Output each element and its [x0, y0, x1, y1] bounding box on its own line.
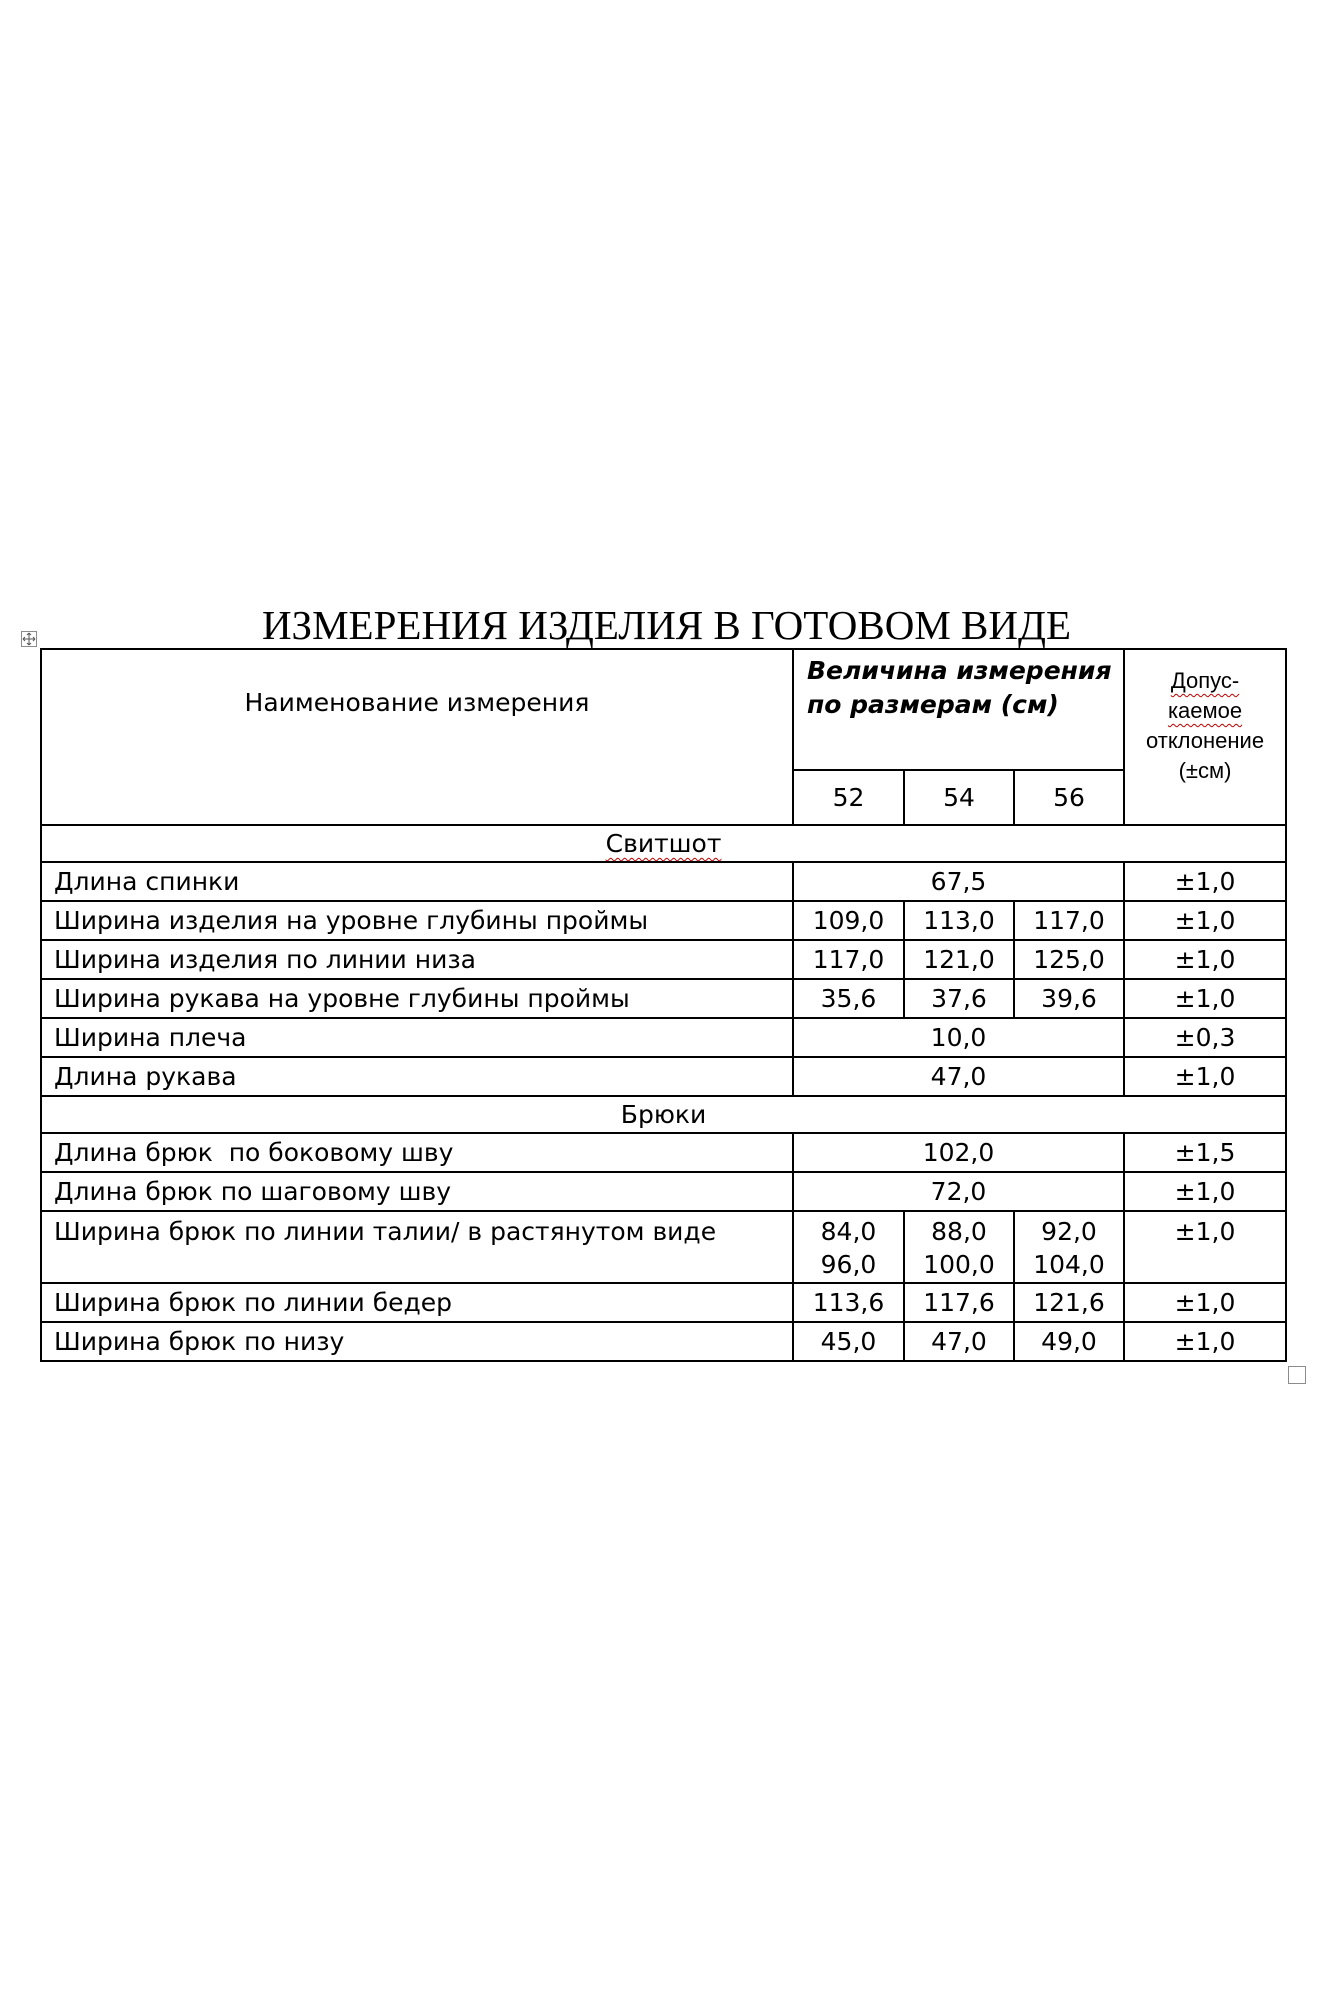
- size-56-header: 56: [1014, 770, 1124, 825]
- tolerance-header-line3: отклонение: [1145, 728, 1265, 753]
- tolerance-value: ±0,3: [1124, 1018, 1286, 1057]
- measurement-value: 10,0: [793, 1018, 1124, 1057]
- value-size-56: 125,0: [1014, 940, 1124, 979]
- measurement-name: Длина брюк по шаговому шву: [41, 1172, 793, 1211]
- tolerance-value: ±1,0: [1124, 979, 1286, 1018]
- value-size-52: 45,0: [793, 1322, 904, 1361]
- value-size-54: 113,0: [904, 901, 1014, 940]
- tolerance-value: ±1,0: [1124, 1211, 1286, 1283]
- tolerance-header-line1: Допус-: [1170, 668, 1240, 693]
- table-row: [41, 862, 1286, 901]
- value-size-54: 47,0: [904, 1322, 1014, 1361]
- value-size-56: 121,6: [1014, 1283, 1124, 1322]
- tolerance-value: ±1,0: [1124, 862, 1286, 901]
- measurements-table: [40, 648, 1287, 1362]
- tolerance-value: ±1,0: [1124, 1057, 1286, 1096]
- sizes-group-header: Величина измерения по размерам (см): [793, 649, 1124, 770]
- document-title: ИЗМЕРЕНИЯ ИЗДЕЛИЯ В ГОТОВОМ ВИДЕ: [261, 602, 1072, 648]
- measurement-value: 72,0: [793, 1172, 1124, 1211]
- table-move-handle-icon[interactable]: [21, 631, 37, 647]
- value-size-56: 117,0: [1014, 901, 1124, 940]
- measurement-name: Ширина брюк по линии бедер: [41, 1283, 793, 1322]
- value-size-54: 121,0: [904, 940, 1014, 979]
- tolerance-header-line2: каемое: [1167, 698, 1243, 723]
- measurement-value: 47,0: [793, 1057, 1124, 1096]
- table-resize-handle-icon[interactable]: [1288, 1366, 1306, 1384]
- value-size-54: 117,6: [904, 1283, 1014, 1322]
- measurement-name: Ширина брюк по низу: [41, 1322, 793, 1361]
- table-row: [41, 940, 1286, 979]
- value-relaxed: 88,0: [931, 1217, 987, 1246]
- measurement-name: Длина рукава: [41, 1057, 793, 1096]
- measurement-value: 102,0: [793, 1133, 1124, 1172]
- value-size-52: [793, 1211, 904, 1283]
- value-size-52: 113,6: [793, 1283, 904, 1322]
- tolerance-value: ±1,5: [1124, 1133, 1286, 1172]
- value-size-52: 35,6: [793, 979, 904, 1018]
- value-size-56: 49,0: [1014, 1322, 1124, 1361]
- measurement-name: Ширина изделия на уровне глубины проймы: [41, 901, 793, 940]
- table-row: [41, 1322, 1286, 1361]
- measurement-name: Длина спинки: [41, 862, 793, 901]
- table-row: [41, 1283, 1286, 1322]
- value-stretched: 96,0: [820, 1250, 877, 1279]
- tolerance-value: ±1,0: [1124, 1322, 1286, 1361]
- header-row: [41, 649, 1286, 770]
- table-row: [41, 1211, 1286, 1283]
- tolerance-header-line4: (±см): [1178, 758, 1232, 783]
- value-size-54: 37,6: [904, 979, 1014, 1018]
- size-54-header: 54: [904, 770, 1014, 825]
- value-relaxed: 92,0: [1041, 1217, 1097, 1246]
- table-row: [41, 979, 1286, 1018]
- tolerance-value: ±1,0: [1124, 940, 1286, 979]
- value-relaxed: 84,0: [820, 1217, 877, 1246]
- tolerance-value: ±1,0: [1124, 1283, 1286, 1322]
- value-stretched: 100,0: [923, 1250, 995, 1279]
- tolerance-value: ±1,0: [1124, 901, 1286, 940]
- measurement-name: Ширина брюк по линии талии/ в растянутом виде: [41, 1211, 793, 1283]
- section-label: Свитшот: [41, 825, 1286, 862]
- measurement-name: Ширина плеча: [41, 1018, 793, 1057]
- measurement-name: Ширина изделия по линии низа: [41, 940, 793, 979]
- section-row-trousers: [41, 1096, 1286, 1133]
- table-row: [41, 901, 1286, 940]
- table-row: [41, 1133, 1286, 1172]
- tolerance-value: ±1,0: [1124, 1172, 1286, 1211]
- value-size-54: [904, 1211, 1014, 1283]
- section-row-sweatshirt: [41, 825, 1286, 862]
- value-size-56: [1014, 1211, 1124, 1283]
- value-size-56: 39,6: [1014, 979, 1124, 1018]
- value-size-52: 109,0: [793, 901, 904, 940]
- measurement-name: Ширина рукава на уровне глубины проймы: [41, 979, 793, 1018]
- section-label: Брюки: [41, 1096, 1286, 1133]
- measurement-name: Длина брюк по боковому шву: [41, 1133, 793, 1172]
- tolerance-header: [1124, 649, 1286, 825]
- size-52-header: 52: [793, 770, 904, 825]
- table-row: [41, 1057, 1286, 1096]
- table-row: [41, 1018, 1286, 1057]
- measurement-value: 67,5: [793, 862, 1124, 901]
- value-size-52: 117,0: [793, 940, 904, 979]
- value-stretched: 104,0: [1033, 1250, 1105, 1279]
- table-row: [41, 1172, 1286, 1211]
- measurement-name-header: Наименование измерения: [41, 649, 793, 825]
